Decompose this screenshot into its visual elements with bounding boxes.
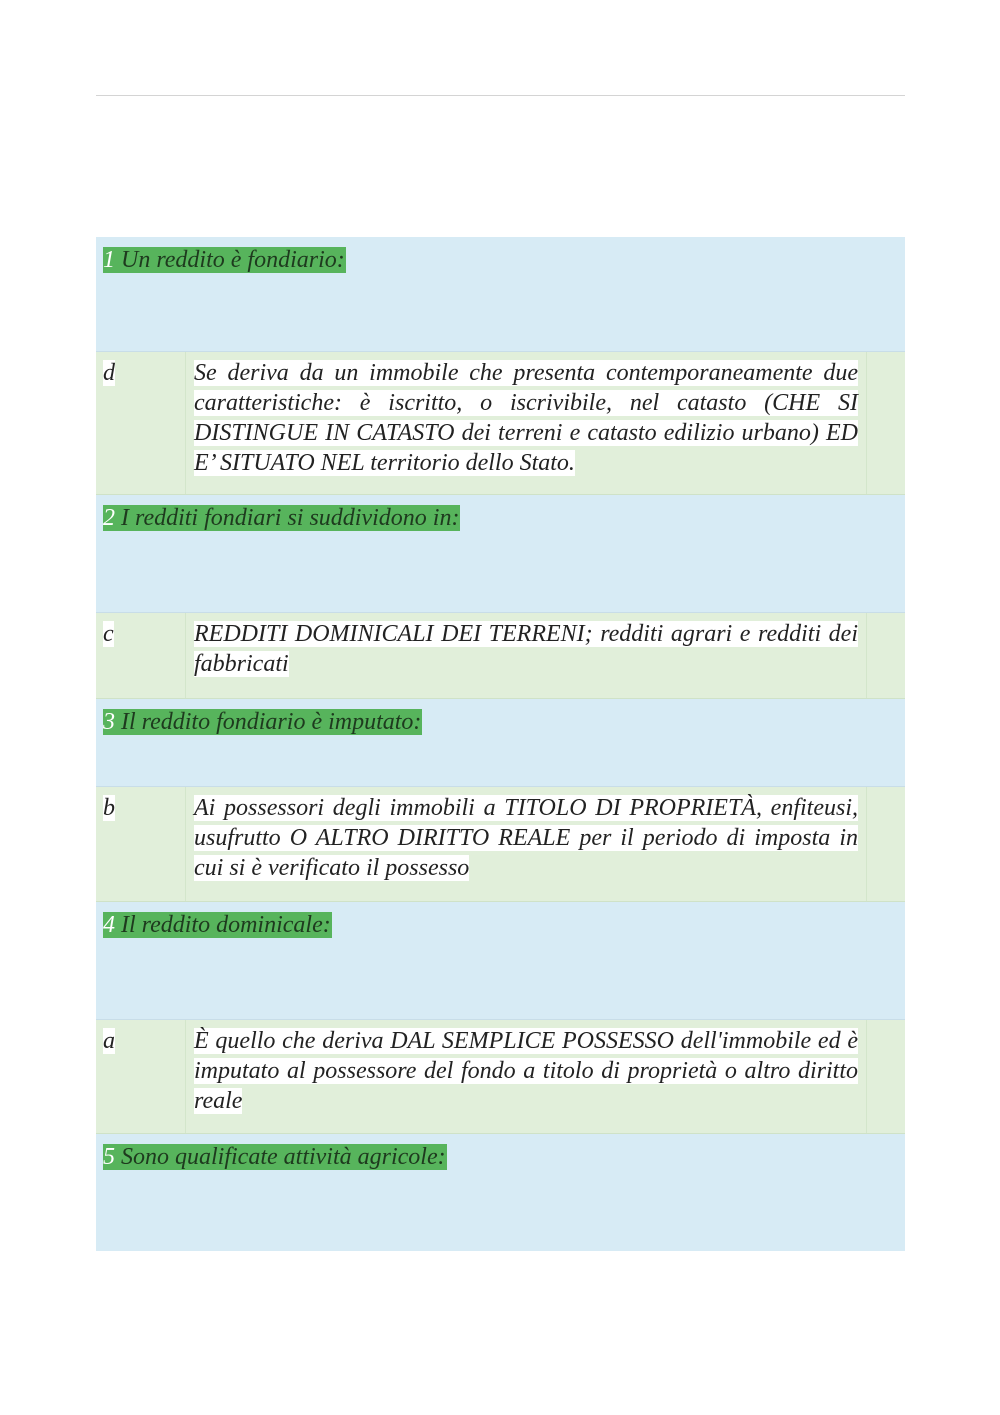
answer-letter-cell	[96, 352, 186, 494]
quiz-table	[96, 237, 905, 1251]
question-label: Sono qualificate attività agricole:	[121, 1144, 446, 1170]
answer-letter: c	[103, 621, 114, 647]
question-row	[96, 1134, 905, 1251]
question-number: 4	[103, 912, 115, 938]
answer-side-cell	[866, 1020, 905, 1133]
question-row	[96, 902, 905, 1020]
answer-letter-cell	[96, 613, 186, 698]
answer-letter: d	[103, 360, 115, 386]
answer-text-cell	[186, 787, 866, 901]
question-number: 1	[103, 247, 115, 273]
header-rule	[96, 95, 905, 96]
answer-letter: b	[103, 795, 115, 821]
answer-letter-cell	[96, 1020, 186, 1133]
answer-side-cell	[866, 613, 905, 698]
question-text	[103, 505, 460, 531]
answer-side-cell	[866, 352, 905, 494]
question-label: Il reddito dominicale:	[121, 912, 331, 938]
question-text	[103, 247, 346, 273]
answer-text: Ai possessori degli immobili a TITOLO DI PROPRIETÀ, enfiteusi, usufrutto O ALTRO DIRITTO REALE per il periodo di imposta in cui si è verificato il possesso	[194, 795, 858, 881]
answer-letter: a	[103, 1028, 115, 1054]
answer-text: È quello che deriva DAL SEMPLICE POSSESSO dell'immobile ed è imputato al possessore del fondo a titolo di proprietà o altro diritto reale	[194, 1028, 858, 1114]
answer-row	[96, 787, 905, 902]
question-number: 2	[103, 505, 115, 531]
answer-text-cell	[186, 613, 866, 698]
question-label: Il reddito fondiario è imputato:	[121, 709, 422, 735]
answer-text-cell	[186, 352, 866, 494]
question-text	[103, 709, 422, 735]
answer-row	[96, 613, 905, 699]
answer-letter-cell	[96, 787, 186, 901]
question-number: 3	[103, 709, 115, 735]
answer-text: REDDITI DOMINICALI DEI TERRENI; redditi agrari e redditi dei fabbricati	[194, 621, 858, 677]
question-row	[96, 699, 905, 787]
question-row	[96, 495, 905, 613]
answer-row	[96, 1020, 905, 1134]
question-text	[103, 912, 332, 938]
question-row	[96, 237, 905, 352]
question-label: I redditi fondiari si suddividono in:	[121, 505, 460, 531]
question-text	[103, 1144, 447, 1170]
answer-row	[96, 352, 905, 495]
answer-text: Se deriva da un immobile che presenta contemporaneamente due caratteristiche: è iscritto, o iscrivibile, nel catasto (CHE SI DISTINGUE IN CATASTO dei terreni e catasto edilizio urbano) ED E’ SITUATO NEL territorio dello Stato.	[194, 360, 858, 476]
question-number: 5	[103, 1144, 115, 1170]
answer-text-cell	[186, 1020, 866, 1133]
question-label: Un reddito è fondiario:	[121, 247, 345, 273]
answer-side-cell	[866, 787, 905, 901]
